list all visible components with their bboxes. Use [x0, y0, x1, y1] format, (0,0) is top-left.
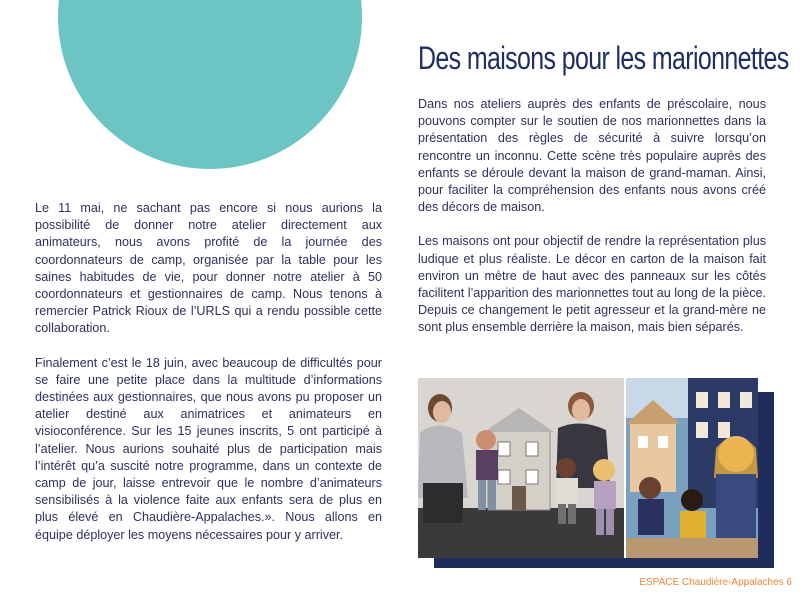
footer-page-label: ESPACE Chaudière-Appalaches 6: [639, 577, 792, 588]
right-paragraph-1: Dans nos ateliers auprès des enfants de préscolaire, nous pouvons compter sur le soutien de nos marionnettes dans la présentation des règles de sécurité à suivre lorsqu’on rencontre un inconnu. Cette scène très populaire auprès des enfants se déroule devant la maison de grand-maman. Ainsi, pour faciliter la compréhension des enfants nous avons créé des décors de maison.: [418, 97, 766, 215]
puppet-houses-photo: [418, 378, 758, 558]
decorative-circle: [58, 0, 362, 169]
left-paragraph-2: Finalement c’est le 18 juin, avec beaucoup de difficultés pour se faire une petite place dans la multitude d’informations destinées aux gestionnaires, que nous avons pu proposer un atelier destiné aux animatrices et animateurs en visioconférence. Sur les 15 jeunes inscrits, 5 ont participé à l’atelier. Nous aurions souhaité plus de participation mais l’intérêt qu’a suscité notre programme, dans un contexte de camp de jour, laisse entrevoir que le nombre d’animateurs sensibilisés à la violence faite aux enfants sera de plus en plus élevé en Chaudière-Appalaches.». Nous allons en équipe déployer les moyens nécessaires pour y arriver.: [35, 355, 382, 542]
right-paragraph-2: Les maisons ont pour objectif de rendre la représentation plus ludique et plus réaliste. Le décor en carton de la maison fait environ un mètre de haut avec des panneaux sur les côtés facilitent l’apparition des marionnettes tout au long de la pièce. Depuis ce changement le petit agresseur et la grand-mère ne sont plus ensemble derrière la maison, mais bien séparés.: [418, 234, 766, 335]
page-title: Des maisons pour les marionnettes: [418, 40, 789, 76]
right-column: [418, 96, 766, 354]
left-paragraph-1: Le 11 mai, ne sachant pas encore si nous aurions la possibilité de donner notre atelier directement aux animateurs, nous avons profité de la journée des coordonnateurs de camp, organisée par la table pour les saines habitudes de vie, pour donner notre atelier à 50 coordonnateurs et gestionnaires de camp. Nous tenons à remercier Patrick Rioux de l’URLS qui a rendu possible cette collaboration.: [35, 201, 382, 336]
left-column: [35, 200, 382, 561]
